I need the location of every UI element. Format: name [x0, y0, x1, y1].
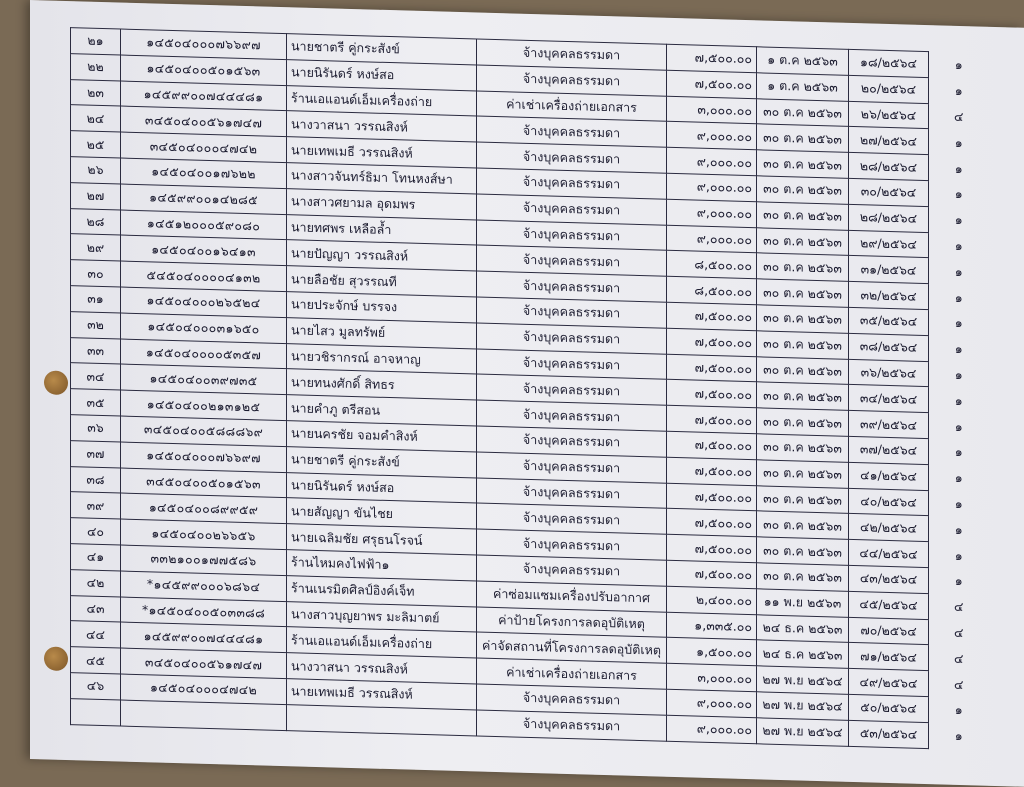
description-cell: จ้างบุคคลธรรมดา: [477, 323, 667, 354]
row-number-cell: ๔๖: [71, 673, 121, 700]
date-cell: ๓๐ ต.ค ๒๕๖๓: [757, 511, 849, 539]
reference-number-cell: ๓๘/๒๕๖๔: [849, 333, 929, 361]
item-count-cell: ๑: [929, 155, 989, 182]
date-cell: ๑๑ พ.ย ๒๕๖๓: [757, 589, 849, 617]
item-count-cell: ๑: [929, 206, 989, 233]
row-number-cell: ๔๓: [71, 595, 121, 622]
row-number-cell: ๔๔: [71, 621, 121, 648]
row-number-cell: ๔๑: [71, 544, 121, 571]
payee-name-cell: นายชาตรี คู่กระสังข์: [287, 34, 477, 65]
description-cell: จ้างบุคคลธรรมดา: [477, 374, 667, 405]
item-count-cell: ๑: [929, 129, 989, 156]
description-cell: จ้างบุคคลธรรมดา: [477, 220, 667, 251]
amount-cell: ๙,๐๐๐.๐๐: [667, 715, 757, 743]
payee-name-cell: นายนิรันดร์ หงษ์สอ: [287, 59, 477, 90]
amount-cell: ๙,๐๐๐.๐๐: [667, 147, 757, 175]
amount-cell: ๙,๐๐๐.๐๐: [667, 689, 757, 717]
reference-number-cell: ๔๙/๒๕๖๔: [849, 668, 929, 696]
date-cell: ๒๔ ธ.ค ๒๕๖๓: [757, 640, 849, 668]
description-cell: จ้างบุคคลธรรมดา: [477, 297, 667, 328]
row-number-cell: ๓๙: [71, 492, 121, 519]
amount-cell: ๗,๕๐๐.๐๐: [667, 328, 757, 356]
amount-cell: ๗,๕๐๐.๐๐: [667, 560, 757, 588]
amount-cell: ๗,๕๐๐.๐๐: [667, 509, 757, 537]
tax-id-cell: ๑๔๕๐๔๐๐๓๙๗๓๕: [121, 364, 287, 394]
item-count-cell: ๑: [929, 181, 989, 208]
reference-number-cell: ๓๐/๒๕๖๔: [849, 178, 929, 206]
ledger-body: [71, 28, 989, 750]
description-cell: จ้างบุคคลธรรมดา: [477, 452, 667, 483]
tax-id-cell: ๑๔๕๐๔๐๐๒๖๖๕๖: [121, 519, 287, 549]
reference-number-cell: ๔๐/๒๕๖๔: [849, 488, 929, 516]
payee-name-cell: นางสาวศยามล อุดมพร: [287, 188, 477, 219]
row-number-cell: ๓๑: [71, 286, 121, 313]
tax-id-cell: [121, 700, 287, 730]
amount-cell: ๙,๐๐๐.๐๐: [667, 199, 757, 227]
amount-cell: ๙,๐๐๐.๐๐: [667, 225, 757, 253]
amount-cell: ๘,๕๐๐.๐๐: [667, 251, 757, 279]
row-number-cell: ๔๕: [71, 647, 121, 674]
item-count-cell: ๔: [929, 103, 989, 130]
date-cell: ๓๐ ต.ค ๒๕๖๓: [757, 563, 849, 591]
payee-name-cell: นายเทพเมธี วรรณสิงห์: [287, 679, 477, 710]
reference-number-cell: ๕๐/๒๕๖๔: [849, 694, 929, 722]
amount-cell: ๗,๕๐๐.๐๐: [667, 380, 757, 408]
tax-id-cell: ๑๔๕๐๔๐๐๐๐๕๓๕๗: [121, 339, 287, 369]
amount-cell: ๙,๐๐๐.๐๐: [667, 122, 757, 150]
reference-number-cell: ๔๒/๒๕๖๔: [849, 514, 929, 542]
description-cell: จ้างบุคคลธรรมดา: [477, 478, 667, 509]
amount-cell: ๗,๕๐๐.๐๐: [667, 405, 757, 433]
tax-id-cell: ๓๔๕๐๔๐๐๕๘๘๘๖๙: [121, 416, 287, 446]
tax-id-cell: ๑๔๕๐๔๐๐๐๗๖๖๙๗: [121, 29, 287, 59]
payee-name-cell: นายเทพเมธี วรรณสิงห์: [287, 137, 477, 168]
item-count-cell: ๔: [929, 671, 989, 698]
payee-name-cell: นายไสว มูลทรัพย์: [287, 317, 477, 348]
tax-id-cell: ๑๔๕๐๔๐๐๐๓๑๖๕๐: [121, 313, 287, 343]
date-cell: ๓๐ ต.ค ๒๕๖๓: [757, 176, 849, 204]
tax-id-cell: ๓๔๕๐๔๐๐๐๔๗๔๒: [121, 132, 287, 162]
payee-name-cell: ร้านเอแอนด์เอ็มเครื่องถ่าย: [287, 627, 477, 658]
item-count-cell: ๑: [929, 232, 989, 259]
amount-cell: ๗,๕๐๐.๐๐: [667, 70, 757, 98]
description-cell: ค่าซ่อมแซมเครื่องปรับอากาศ: [477, 581, 667, 612]
reference-number-cell: ๑๘/๒๕๖๔: [849, 49, 929, 77]
tax-id-cell: ๑๔๕๐๔๐๐๑๗๖๒๒: [121, 158, 287, 188]
row-number-cell: ๓๐: [71, 260, 121, 287]
description-cell: จ้างบุคคลธรรมดา: [477, 245, 667, 276]
item-count-cell: ๔: [929, 593, 989, 620]
item-count-cell: ๑: [929, 516, 989, 543]
item-count-cell: ๑: [929, 387, 989, 414]
amount-cell: ๙,๐๐๐.๐๐: [667, 173, 757, 201]
row-number-cell: ๔๐: [71, 518, 121, 545]
payee-name-cell: นายทนงศักดิ์ สิทธร: [287, 369, 477, 400]
reference-number-cell: ๒๙/๒๕๖๔: [849, 230, 929, 258]
payee-name-cell: นายนิรันดร์ หงษ์สอ: [287, 472, 477, 503]
item-count-cell: ๑: [929, 542, 989, 569]
tax-id-cell: ๑๔๕๐๔๐๐๐๔๗๔๒: [121, 674, 287, 704]
tax-id-cell: ๑๔๕๐๔๐๐๘๙๙๕๙: [121, 493, 287, 523]
amount-cell: ๗,๕๐๐.๐๐: [667, 431, 757, 459]
date-cell: ๓๐ ต.ค ๒๕๖๓: [757, 98, 849, 126]
row-number-cell: ๓๔: [71, 363, 121, 390]
date-cell: ๒๗ พ.ย ๒๕๖๔: [757, 666, 849, 694]
row-number-cell: ๒๙: [71, 234, 121, 261]
reference-number-cell: ๓๙/๒๕๖๔: [849, 411, 929, 439]
reference-number-cell: ๗๐/๒๕๖๔: [849, 617, 929, 645]
description-cell: จ้างบุคคลธรรมดา: [477, 555, 667, 586]
reference-number-cell: ๒๐/๒๕๖๔: [849, 75, 929, 103]
description-cell: จ้างบุคคลธรรมดา: [477, 710, 667, 741]
date-cell: ๒๗ พ.ย ๒๕๖๔: [757, 718, 849, 746]
description-cell: จ้างบุคคลธรรมดา: [477, 142, 667, 173]
row-number-cell: ๔๒: [71, 569, 121, 596]
tax-id-cell: ๓๓๒๑๐๐๑๗๗๕๘๖: [121, 545, 287, 575]
reference-number-cell: ๒๘/๒๕๖๔: [849, 153, 929, 181]
binder-hole: [44, 646, 68, 671]
payee-name-cell: ร้านไหมคงไฟฟ้า๑: [287, 550, 477, 581]
amount-cell: ๗,๕๐๐.๐๐: [667, 457, 757, 485]
tax-id-cell: ๑๔๕๙๙๐๐๗๔๔๔๘๑: [121, 622, 287, 652]
payee-name-cell: นายลือชัย สุวรรณที: [287, 266, 477, 297]
amount-cell: ๒,๔๐๐.๐๐: [667, 586, 757, 614]
date-cell: ๓๐ ต.ค ๒๕๖๓: [757, 150, 849, 178]
payee-name-cell: นางวาสนา วรรณสิงห์: [287, 111, 477, 142]
date-cell: ๓๐ ต.ค ๒๕๖๓: [757, 202, 849, 230]
tax-id-cell: ๑๔๕๑๒๐๐๐๕๙๐๘๐: [121, 210, 287, 240]
payee-name-cell: ร้านเอแอนด์เอ็มเครื่องถ่าย: [287, 85, 477, 116]
row-number-cell: ๒๖: [71, 157, 121, 184]
date-cell: ๑ ต.ค ๒๕๖๓: [757, 47, 849, 75]
payment-ledger-table: [70, 27, 989, 750]
reference-number-cell: ๔๕/๒๕๖๔: [849, 591, 929, 619]
description-cell: จ้างบุคคลธรรมดา: [477, 349, 667, 380]
document-page: [30, 0, 1024, 787]
tax-id-cell: ๑๔๕๐๔๐๐๐๒๖๕๒๔: [121, 287, 287, 317]
row-number-cell: ๒๗: [71, 182, 121, 209]
tax-id-cell: ๕๔๕๐๔๐๐๐๐๔๑๓๒: [121, 261, 287, 291]
amount-cell: ๑,๕๐๐.๐๐: [667, 638, 757, 666]
reference-number-cell: ๓๑/๒๕๖๔: [849, 256, 929, 284]
item-count-cell: ๑: [929, 490, 989, 517]
payee-name-cell: นายเฉลิมชัย ศรุธนโรจน์: [287, 524, 477, 555]
reference-number-cell: ๓๒/๒๕๖๔: [849, 282, 929, 310]
item-count-cell: ๑: [929, 284, 989, 311]
reference-number-cell: ๒๘/๒๕๖๔: [849, 204, 929, 232]
date-cell: ๓๐ ต.ค ๒๕๖๓: [757, 305, 849, 333]
row-number-cell: [71, 698, 121, 725]
amount-cell: ๓,๐๐๐.๐๐: [667, 96, 757, 124]
amount-cell: ๑,๓๓๕.๐๐: [667, 612, 757, 640]
row-number-cell: ๒๑: [71, 28, 121, 55]
row-number-cell: ๓๒: [71, 311, 121, 338]
row-number-cell: ๒๓: [71, 79, 121, 106]
description-cell: ค่าเช่าเครื่องถ่ายเอกสาร: [477, 91, 667, 122]
date-cell: ๓๐ ต.ค ๒๕๖๓: [757, 227, 849, 255]
date-cell: ๓๐ ต.ค ๒๕๖๓: [757, 124, 849, 152]
reference-number-cell: ๔๔/๒๕๖๔: [849, 540, 929, 568]
reference-number-cell: ๒๖/๒๕๖๔: [849, 101, 929, 129]
tax-id-cell: ๑๔๕๐๔๐๐๕๐๑๕๖๓: [121, 55, 287, 85]
date-cell: ๓๐ ต.ค ๒๕๖๓: [757, 434, 849, 462]
payee-name-cell: นายปัญญา วรรณสิงห์: [287, 240, 477, 271]
amount-cell: ๗,๕๐๐.๐๐: [667, 44, 757, 72]
item-count-cell: ๑: [929, 413, 989, 440]
description-cell: ค่าเช่าเครื่องถ่ายเอกสาร: [477, 658, 667, 689]
amount-cell: ๗,๕๐๐.๐๐: [667, 534, 757, 562]
description-cell: จ้างบุคคลธรรมดา: [477, 168, 667, 199]
payee-name-cell: นายนครชัย จอมคำสิงห์: [287, 421, 477, 452]
payee-name-cell: นางสาวจันทร์ธิมา โทนหงส์ษา: [287, 163, 477, 194]
date-cell: ๓๐ ต.ค ๒๕๖๓: [757, 537, 849, 565]
date-cell: ๓๐ ต.ค ๒๕๖๓: [757, 408, 849, 436]
item-count-cell: ๑: [929, 568, 989, 595]
date-cell: ๓๐ ต.ค ๒๕๖๓: [757, 460, 849, 488]
date-cell: ๒๔ ธ.ค ๒๕๖๓: [757, 614, 849, 642]
date-cell: ๒๗ พ.ย ๒๕๖๔: [757, 692, 849, 720]
description-cell: จ้างบุคคลธรรมดา: [477, 39, 667, 70]
tax-id-cell: ๑๔๕๐๔๐๐๐๗๖๖๙๗: [121, 442, 287, 472]
row-number-cell: ๓๕: [71, 389, 121, 416]
tax-id-cell: ๑๔๕๐๔๐๐๑๖๔๑๓: [121, 235, 287, 265]
date-cell: ๓๐ ต.ค ๒๕๖๓: [757, 253, 849, 281]
reference-number-cell: ๗๑/๒๕๖๔: [849, 643, 929, 671]
binder-hole: [44, 370, 68, 395]
payee-name-cell: นายวชิรากรณ์ อาจหาญ: [287, 343, 477, 374]
item-count-cell: ๔: [929, 645, 989, 672]
item-count-cell: ๔: [929, 619, 989, 646]
description-cell: ค่าจัดสถานที่โครงการลดอุบัติเหตุ: [477, 632, 667, 663]
amount-cell: ๗,๕๐๐.๐๐: [667, 354, 757, 382]
payee-name-cell: นายชาตรี คู่กระสังข์: [287, 446, 477, 477]
description-cell: จ้างบุคคลธรรมดา: [477, 271, 667, 302]
description-cell: จ้างบุคคลธรรมดา: [477, 684, 667, 715]
reference-number-cell: ๕๓/๒๕๖๔: [849, 720, 929, 748]
amount-cell: ๗,๕๐๐.๐๐: [667, 302, 757, 330]
tax-id-cell: ๓๔๕๐๔๐๐๕๖๑๗๔๗: [121, 106, 287, 136]
row-number-cell: ๒๔: [71, 105, 121, 132]
item-count-cell: ๑: [929, 439, 989, 466]
description-cell: จ้างบุคคลธรรมดา: [477, 194, 667, 225]
item-count-cell: ๑: [929, 722, 989, 749]
payee-name-cell: [287, 704, 477, 735]
date-cell: ๓๐ ต.ค ๒๕๖๓: [757, 331, 849, 359]
description-cell: จ้างบุคคลธรรมดา: [477, 503, 667, 534]
tax-id-cell: *๑๔๕๐๔๐๐๕๐๓๓๘๘: [121, 597, 287, 627]
row-number-cell: ๓๘: [71, 466, 121, 493]
reference-number-cell: ๔๑/๒๕๖๔: [849, 462, 929, 490]
reference-number-cell: ๓๖/๒๕๖๔: [849, 359, 929, 387]
payee-name-cell: นายประจักษ์ บรรจง: [287, 292, 477, 323]
description-cell: จ้างบุคคลธรรมดา: [477, 65, 667, 96]
row-number-cell: ๓๗: [71, 440, 121, 467]
amount-cell: ๓,๐๐๐.๐๐: [667, 663, 757, 691]
payee-name-cell: นายทศพร เหลือล้ำ: [287, 214, 477, 245]
amount-cell: ๘,๕๐๐.๐๐: [667, 276, 757, 304]
reference-number-cell: ๔๓/๒๕๖๔: [849, 565, 929, 593]
payee-name-cell: นายคำภู ตรีสอน: [287, 395, 477, 426]
item-count-cell: ๑: [929, 258, 989, 285]
date-cell: ๑ ต.ค ๒๕๖๓: [757, 73, 849, 101]
tax-id-cell: ๓๔๕๐๔๐๐๕๐๑๕๖๓: [121, 468, 287, 498]
tax-id-cell: ๑๔๕๙๙๐๐๗๔๔๔๘๑: [121, 81, 287, 111]
tax-id-cell: ๑๔๕๙๙๐๐๑๔๒๘๕: [121, 184, 287, 214]
amount-cell: ๗,๕๐๐.๐๐: [667, 483, 757, 511]
row-number-cell: ๒๕: [71, 131, 121, 158]
reference-number-cell: ๓๗/๒๕๖๔: [849, 436, 929, 464]
row-number-cell: ๓๖: [71, 415, 121, 442]
reference-number-cell: ๓๔/๒๕๖๔: [849, 385, 929, 413]
item-count-cell: ๑: [929, 335, 989, 362]
item-count-cell: ๑: [929, 361, 989, 388]
item-count-cell: ๑: [929, 464, 989, 491]
row-number-cell: ๓๓: [71, 337, 121, 364]
payee-name-cell: นายสัญญา ขันไชย: [287, 498, 477, 529]
description-cell: จ้างบุคคลธรรมดา: [477, 426, 667, 457]
tax-id-cell: *๑๔๕๙๙๐๐๐๖๘๖๔: [121, 571, 287, 601]
date-cell: ๓๐ ต.ค ๒๕๖๓: [757, 485, 849, 513]
description-cell: จ้างบุคคลธรรมดา: [477, 116, 667, 147]
date-cell: ๓๐ ต.ค ๒๕๖๓: [757, 356, 849, 384]
row-number-cell: ๒๒: [71, 53, 121, 80]
date-cell: ๓๐ ต.ค ๒๕๖๓: [757, 382, 849, 410]
description-cell: จ้างบุคคลธรรมดา: [477, 400, 667, 431]
item-count-cell: ๑: [929, 310, 989, 337]
reference-number-cell: ๓๕/๒๕๖๔: [849, 307, 929, 335]
payee-name-cell: ร้านเนรมิตศิลป์อิงค์เจ็ท: [287, 575, 477, 606]
payee-name-cell: นางสาวบุญยาพร มะลิมาตย์: [287, 601, 477, 632]
description-cell: ค่าป้ายโครงการลดอุบัติเหตุ: [477, 607, 667, 638]
tax-id-cell: ๓๔๕๐๔๐๐๕๖๑๗๔๗: [121, 648, 287, 678]
date-cell: ๓๐ ต.ค ๒๕๖๓: [757, 279, 849, 307]
item-count-cell: ๑: [929, 52, 989, 79]
item-count-cell: ๑: [929, 77, 989, 104]
tax-id-cell: ๑๔๕๐๔๐๐๒๑๓๑๒๕: [121, 390, 287, 420]
payee-name-cell: นางวาสนา วรรณสิงห์: [287, 653, 477, 684]
description-cell: จ้างบุคคลธรรมดา: [477, 529, 667, 560]
reference-number-cell: ๒๗/๒๕๖๔: [849, 127, 929, 155]
row-number-cell: ๒๘: [71, 208, 121, 235]
item-count-cell: ๑: [929, 697, 989, 724]
